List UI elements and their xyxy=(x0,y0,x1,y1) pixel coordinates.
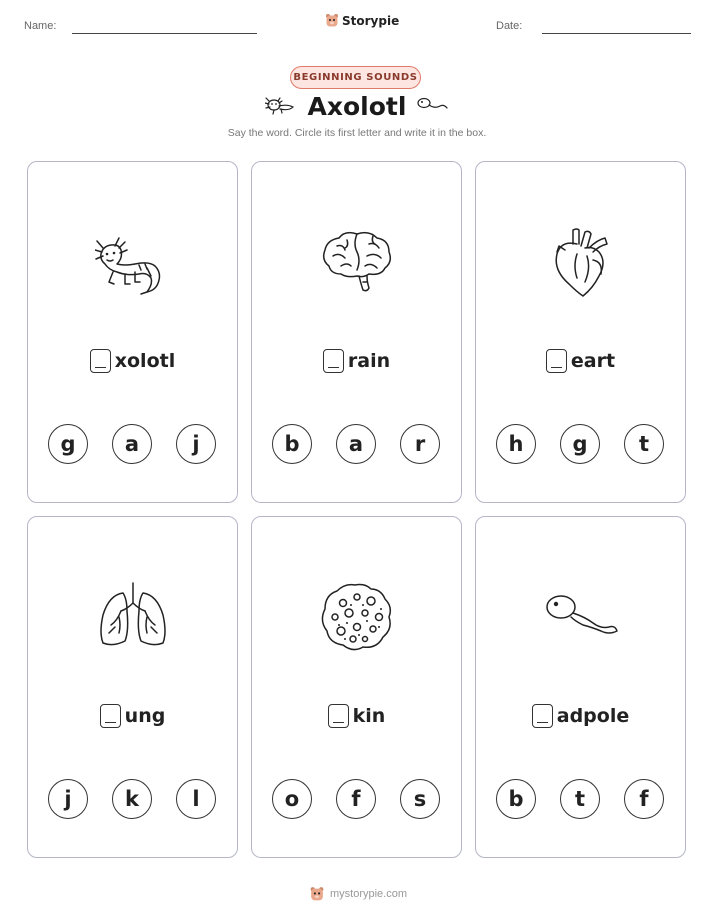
letter-choice[interactable]: r xyxy=(400,424,440,464)
word-row xyxy=(252,704,461,728)
worksheet-card-brain xyxy=(251,161,462,503)
tadpole-icon xyxy=(416,97,448,115)
word-row xyxy=(476,349,685,373)
worksheet-card-skin xyxy=(251,516,462,858)
storypie-mascot-icon xyxy=(325,13,339,28)
letter-choice[interactable]: a xyxy=(336,424,376,464)
answer-box[interactable] xyxy=(546,349,567,373)
letter-choice[interactable]: s xyxy=(400,779,440,819)
word-row xyxy=(252,349,461,373)
footer xyxy=(309,886,407,902)
word-row xyxy=(28,704,237,728)
letter-choice[interactable]: j xyxy=(48,779,88,819)
date-line[interactable] xyxy=(542,33,691,34)
worksheet-card-lungs xyxy=(27,516,238,858)
worksheet-card-tadpole xyxy=(475,516,686,858)
brain-icon xyxy=(319,226,395,298)
name-label: Name: xyxy=(24,20,57,32)
letter-choice[interactable]: t xyxy=(624,424,664,464)
letter-choice[interactable]: b xyxy=(496,779,536,819)
category-badge: BEGINNING SOUNDS xyxy=(290,66,421,89)
date-label: Date: xyxy=(496,20,523,32)
letter-choice[interactable]: l xyxy=(176,779,216,819)
letter-choice[interactable]: a xyxy=(112,424,152,464)
answer-box[interactable] xyxy=(532,704,553,728)
word-row xyxy=(476,704,685,728)
letter-choice[interactable]: f xyxy=(624,779,664,819)
letter-choice[interactable]: g xyxy=(48,424,88,464)
partial-word: eart xyxy=(570,350,616,372)
footer-url[interactable]: mystorypie.com xyxy=(330,888,408,900)
letter-choice[interactable]: j xyxy=(176,424,216,464)
tadpole-icon xyxy=(543,581,619,653)
axolotl-icon xyxy=(95,226,171,298)
letter-choice[interactable]: o xyxy=(272,779,312,819)
instructions: Say the word. Circle its first letter and write it in the box. xyxy=(227,127,487,139)
answer-box[interactable] xyxy=(323,349,344,373)
page-title: Axolotl xyxy=(307,92,407,121)
heart-icon xyxy=(543,226,619,298)
partial-word: rain xyxy=(347,350,391,372)
answer-box[interactable] xyxy=(328,704,349,728)
lungs-icon xyxy=(95,581,171,653)
letter-choice[interactable]: f xyxy=(336,779,376,819)
answer-box[interactable] xyxy=(100,704,121,728)
letter-choice[interactable]: t xyxy=(560,779,600,819)
brand-name: Storypie xyxy=(342,13,400,28)
word-row xyxy=(28,349,237,373)
answer-box[interactable] xyxy=(90,349,111,373)
partial-word: xolotl xyxy=(114,350,176,372)
letter-choice[interactable]: g xyxy=(560,424,600,464)
storypie-mascot-icon xyxy=(309,886,325,902)
partial-word: kin xyxy=(352,705,386,727)
name-line[interactable] xyxy=(72,33,257,34)
partial-word: ung xyxy=(124,705,166,727)
skin-cell-icon xyxy=(319,581,395,653)
worksheet-card-axolotl xyxy=(27,161,238,503)
letter-choice[interactable]: h xyxy=(496,424,536,464)
worksheet-card-heart xyxy=(475,161,686,503)
partial-word: adpole xyxy=(556,705,630,727)
letter-choice[interactable]: b xyxy=(272,424,312,464)
brand-logo xyxy=(325,13,399,28)
letter-choice[interactable]: k xyxy=(112,779,152,819)
